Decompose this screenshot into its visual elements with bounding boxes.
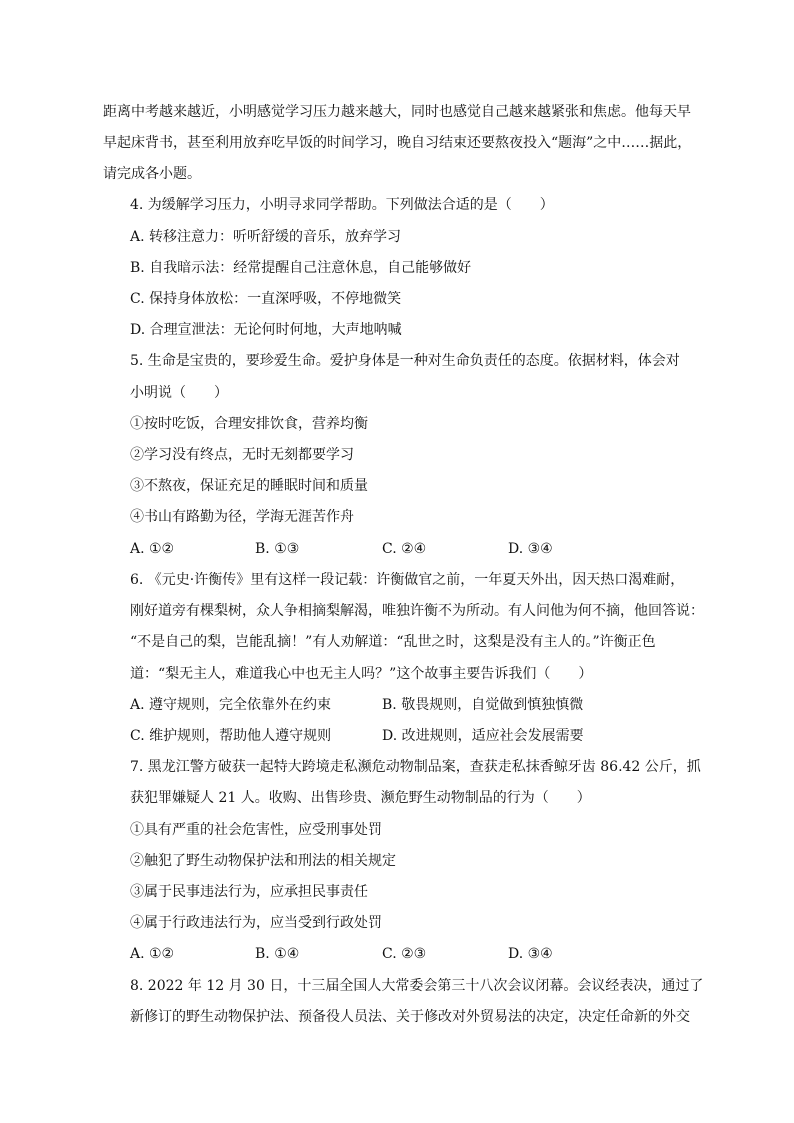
q7-choice-b: B. ①④ <box>255 946 300 962</box>
q6-stem-line-4: 道：“梨无主人，难道我心中也无主人吗？”这个故事主要告诉我们（ ） <box>130 666 593 682</box>
q7-choice-c: C. ②③ <box>382 946 427 962</box>
q5-stem-line-2: 小明说（ ） <box>130 385 228 401</box>
q5-choice-b: B. ①③ <box>255 541 300 557</box>
q6-option-a: A. 遵守规则，完全依靠外在约束 <box>130 697 332 713</box>
q4-option-c: C. 保持身体放松：一直深呼吸，不停地微笑 <box>130 291 402 307</box>
q5-item-1: ①按时吃饭，合理安排饮食，营养均衡 <box>130 416 368 432</box>
q7-choice-a: A. ①② <box>130 946 175 962</box>
q7-choice-d: D. ③④ <box>508 946 553 962</box>
q5-choice-c: C. ②④ <box>382 541 427 557</box>
intro-line-3: 请完成各小题。 <box>103 166 201 182</box>
q5-item-4: ④书山有路勤为径，学海无涯苦作舟 <box>130 509 354 525</box>
intro-line-1: 距离中考越来越近，小明感觉学习压力越来越大，同时也感觉自己越来越紧张和焦虑。他每天早 <box>103 104 691 120</box>
q7-item-2: ②触犯了野生动物保护法和刑法的相关规定 <box>130 853 396 869</box>
q5-item-3: ③不熬夜，保证充足的睡眠时间和质量 <box>130 478 368 494</box>
q8-stem-line-1: 8. 2022 年 12 月 30 日，十三届全国人大常委会第三十八次会议闭幕。会议经表决，通过了 <box>130 978 704 994</box>
q5-item-2: ②学习没有终点，无时无刻都要学习 <box>130 447 354 463</box>
q5-stem-line-1: 5. 生命是宝贵的，要珍爱生命。爱护身体是一种对生命负责任的态度。依据材料，体会对 <box>130 353 680 369</box>
q7-stem-line-1: 7. 黑龙江警方破获一起特大跨境走私濒危动物制品案，查获走私抹香鲸牙齿 86.42 公斤，抓 <box>130 759 701 775</box>
q7-stem-line-2: 获犯罪嫌疑人 21 人。收购、出售珍贵、濒危野生动物制品的行为（ ） <box>130 790 591 806</box>
q6-stem-line-1: 6. 《元史·许衡传》里有这样一段记载：许衡做官之前，一年夏天外出，因天热口渴难耐， <box>130 572 685 588</box>
q7-item-3: ③属于民事违法行为，应承担民事责任 <box>130 884 368 900</box>
q4-stem: 4. 为缓解学习压力，小明寻求同学帮助。下列做法合适的是（ ） <box>130 197 554 213</box>
q7-item-1: ①具有严重的社会危害性，应受刑事处罚 <box>130 822 382 838</box>
q6-option-c: C. 维护规则，帮助他人遵守规则 <box>130 728 332 744</box>
q5-choice-d: D. ③④ <box>508 541 553 557</box>
q6-option-b: B. 敬畏规则，自觉做到慎独慎微 <box>382 697 584 713</box>
q6-option-d: D. 改进规则，适应社会发展需要 <box>382 728 584 744</box>
intro-line-2: 早起床背书，甚至利用放弃吃早饭的时间学习，晚自习结束还要熬夜投入“题海”之中……据此， <box>103 135 692 151</box>
q6-stem-line-3: “不是自己的梨，岂能乱摘！”有人劝解道：“乱世之时，这梨是没有主人的。”许衡正色 <box>130 634 656 650</box>
q4-option-d: D. 合理宣泄法：无论何时何地，大声地呐喊 <box>130 322 402 338</box>
q4-option-a: A. 转移注意力：听听舒缓的音乐，放弃学习 <box>130 229 402 245</box>
q4-option-b: B. 自我暗示法：经常提醒自己注意休息，自己能够做好 <box>130 260 472 276</box>
q8-stem-line-2: 新修订的野生动物保护法、预备役人员法、关于修改对外贸易法的决定，决定任命新的外交 <box>130 1009 690 1025</box>
q5-choice-a: A. ①② <box>130 541 175 557</box>
q7-item-4: ④属于行政违法行为，应当受到行政处罚 <box>130 915 382 931</box>
q6-stem-line-2: 刚好道旁有棵梨树，众人争相摘梨解渴，唯独许衡不为所动。有人问他为何不摘，他回答说： <box>130 603 704 619</box>
